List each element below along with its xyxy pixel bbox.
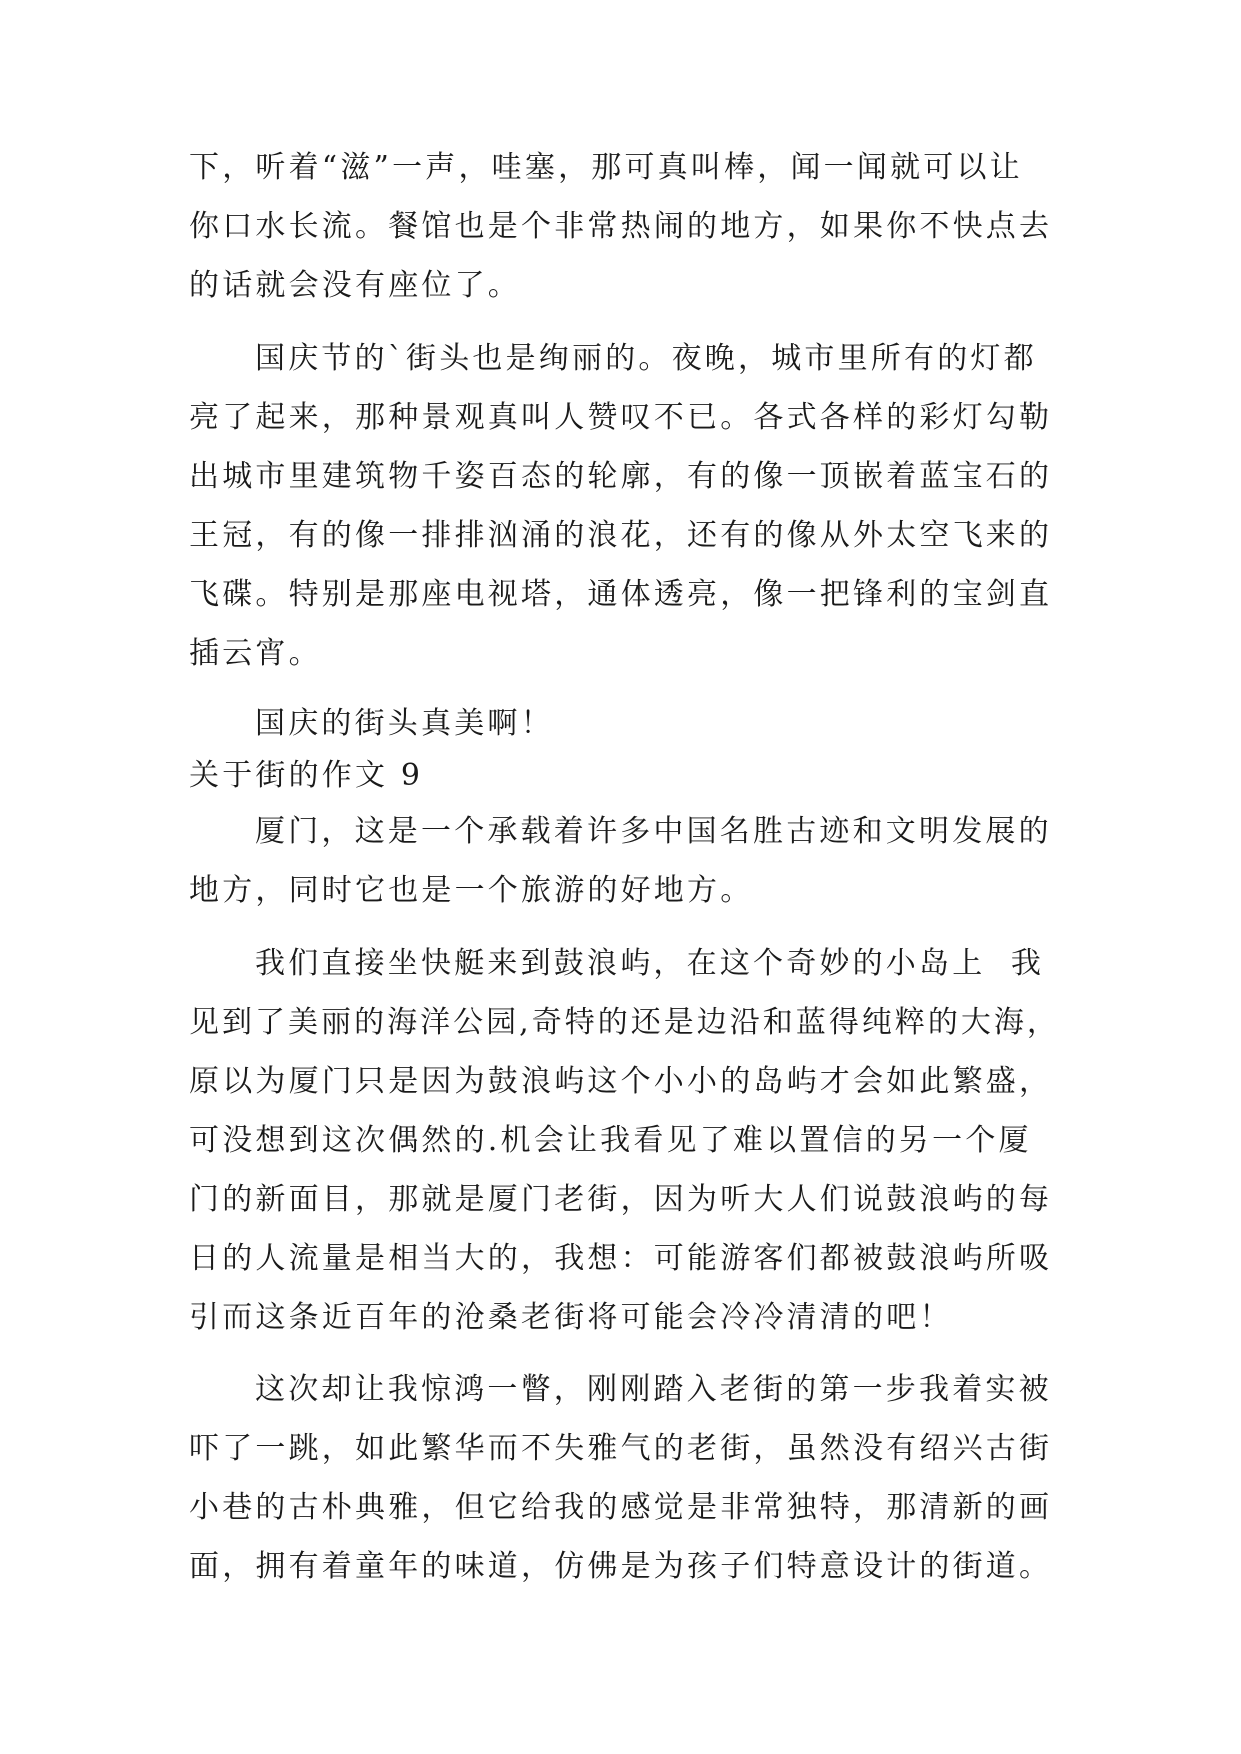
text-line: 见到了美丽的海洋公园,奇特的还是边沿和蓝得纯粹的大海， xyxy=(189,1005,1060,1040)
text-line: 插云宵。 xyxy=(189,636,322,671)
text-line: 引而这条近百年的沧桑老街将可能会冷冷清清的吧！ xyxy=(189,1300,953,1335)
text-line: 王冠，有的像一排排汹涌的浪花，还有的像从外太空飞来的 xyxy=(189,518,1053,553)
text-line: 地方，同时它也是一个旅游的好地方。 xyxy=(189,873,754,908)
text-line: 日的人流量是相当大的，我想：可能游客们都被鼓浪屿所吸 xyxy=(189,1241,1053,1276)
text-line: 面，拥有着童年的味道，仿佛是为孩子们特意设计的街道。 xyxy=(189,1549,1053,1584)
text-line: 国庆的街头真美啊！ xyxy=(255,706,554,741)
text-line: 可没想到这次偶然的.机会让我看见了难以置信的另一个厦 xyxy=(189,1123,1032,1158)
text-line: 吓了一跳，如此繁华而不失雅气的老街，虽然没有绍兴古街 xyxy=(189,1431,1053,1466)
text-line: 厦门，这是一个承载着许多中国名胜古迹和文明发展的 xyxy=(255,814,1052,849)
text-line: 亮了起来，那种景观真叫人赞叹不已。各式各样的彩灯勾勒 xyxy=(189,400,1053,435)
text-line: 我们直接坐快艇来到鼓浪屿，在这个奇妙的小岛上 我 xyxy=(255,946,1045,981)
text-line: 门的新面目，那就是厦门老街，因为听大人们说鼓浪屿的每 xyxy=(189,1182,1053,1217)
section-heading: 关于街的作文 9 xyxy=(189,758,424,793)
text-line: 的话就会没有座位了。 xyxy=(189,268,521,303)
text-line: 原以为厦门只是因为鼓浪屿这个小小的岛屿才会如此繁盛， xyxy=(189,1064,1053,1099)
text-line: 你口水长流。餐馆也是个非常热闹的地方，如果你不快点去 xyxy=(189,209,1053,244)
text-line: 下，听着“滋”一声，哇塞，那可真叫棒，闻一闻就可以让 xyxy=(189,150,1023,185)
text-line: 飞碟。特别是那座电视塔，通体透亮，像一把锋利的宝剑直 xyxy=(189,577,1053,612)
text-line: 小巷的古朴典雅，但它给我的感觉是非常独特，那清新的画 xyxy=(189,1490,1053,1525)
text-line: 国庆节的`街头也是绚丽的。夜晚，城市里所有的灯都 xyxy=(255,341,1037,376)
text-line: 这次却让我惊鸿一瞥，刚刚踏入老街的第一步我着实被 xyxy=(255,1372,1052,1407)
text-line: 出城市里建筑物千姿百态的轮廓，有的像一顶嵌着蓝宝石的 xyxy=(189,459,1053,494)
